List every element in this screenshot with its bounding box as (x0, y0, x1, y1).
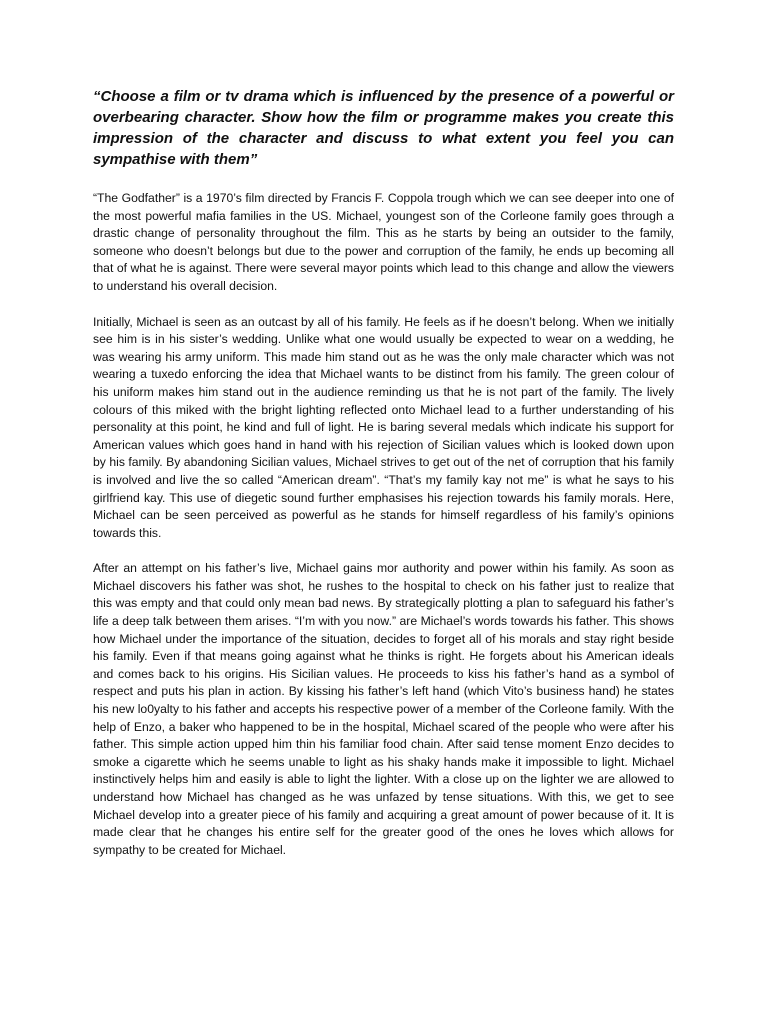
document-page (93, 86, 674, 877)
essay-question-title: “Choose a film or tv drama which is influenced by the presence of a powerful or overbearing character. Show how the film or programme makes you create this impression of the character and discuss to what extent you feel you can sympathise with them” (93, 88, 674, 168)
paragraph-authority: After an attempt on his father’s live, Michael gains mor authority and power within his family. As soon as Michael discovers his father was shot, he rushes to the hospital to check on his father just to realize that this was empty and that could only mean bad news. By strategically plotting a plan to safeguard his father’s life a deep talk between them arises. “I’m with you now.” are Michael’s words towards his father. This shows how Michael under the importance of the situation, decides to forget all of his morals and stay right beside his family. Even if that means going against what he thinks is right. He forgets about his American ideals and comes back to his origins. His Sicilian values. He proceeds to kiss his father’s hand as a symbol of respect and puts his plan in action. By kissing his father’s left hand (which Vito’s business hand) he states his new lo0yalty to his father and accepts his respective power of a member of the Corleone family. With the help of Enzo, a baker who happened to be in the hospital, Michael scared of the people who were after his father. This simple action upped him thin his familiar food chain. After said tense moment Enzo decides to smoke a cigarette which he seems unable to light as his shaky hands make it impossible to light. Michael instinctively helps him and easily is able to light the lighter. With a close up on the lighter we are allowed to understand how Michael has changed as he was unfazed by tense situations. With this, we get to see Michael develop into a greater piece of his family and acquiring a great amount of power because of it. It is made clear that he changes his entire self for the greater good of the ones he loves which allows for sympathy to be created for Michael. (93, 561, 674, 857)
paragraph-outcast: Initially, Michael is seen as an outcast by all of his family. He feels as if he doesn’t belong. When we initially see him is in his sister’s wedding. Unlike what one would usually be expected to wear on a wedding, he was wearing his army uniform. This made him stand out as he was the only male character which was not wearing a tuxedo enforcing the idea that Michael wants to be distinct from his family. The green colour of his uniform makes him stand out in the audience reminding us that he is not part of the family. The lively colours of this miked with the bright lighting reflected onto Michael lead to a further understanding of his personality at this point, he kind and full of light. He is baring several medals which indicate his support for American values which goes hand in hand with his rejection of Sicilian values which is looked down upon by his family. By abandoning Sicilian values, Michael strives to get out of the net of corruption that his family is involved and live the so called “American dream”. “That’s my family kay not me” is what he says to his girlfriend kay. This use of diegetic sound further emphasises his rejection towards his family morals. Here, Michael can be seen perceived as powerful as he stands for himself regardless of his family’s opinions towards this. (93, 314, 674, 540)
paragraph-introduction: “The Godfather” is a 1970’s film directed by Francis F. Coppola trough which we can see deeper into one of the most powerful mafia families in the US. Michael, youngest son of the Corleone family goes through a drastic change of personality throughout the film. This as he starts by being an outsider to the family, someone who doesn’t belongs but due to the power and corruption of the family, he ends up becoming all that of what he is against. There were several mayor points which lead to this change and allow the viewers to understand his overall decision. (93, 191, 674, 293)
